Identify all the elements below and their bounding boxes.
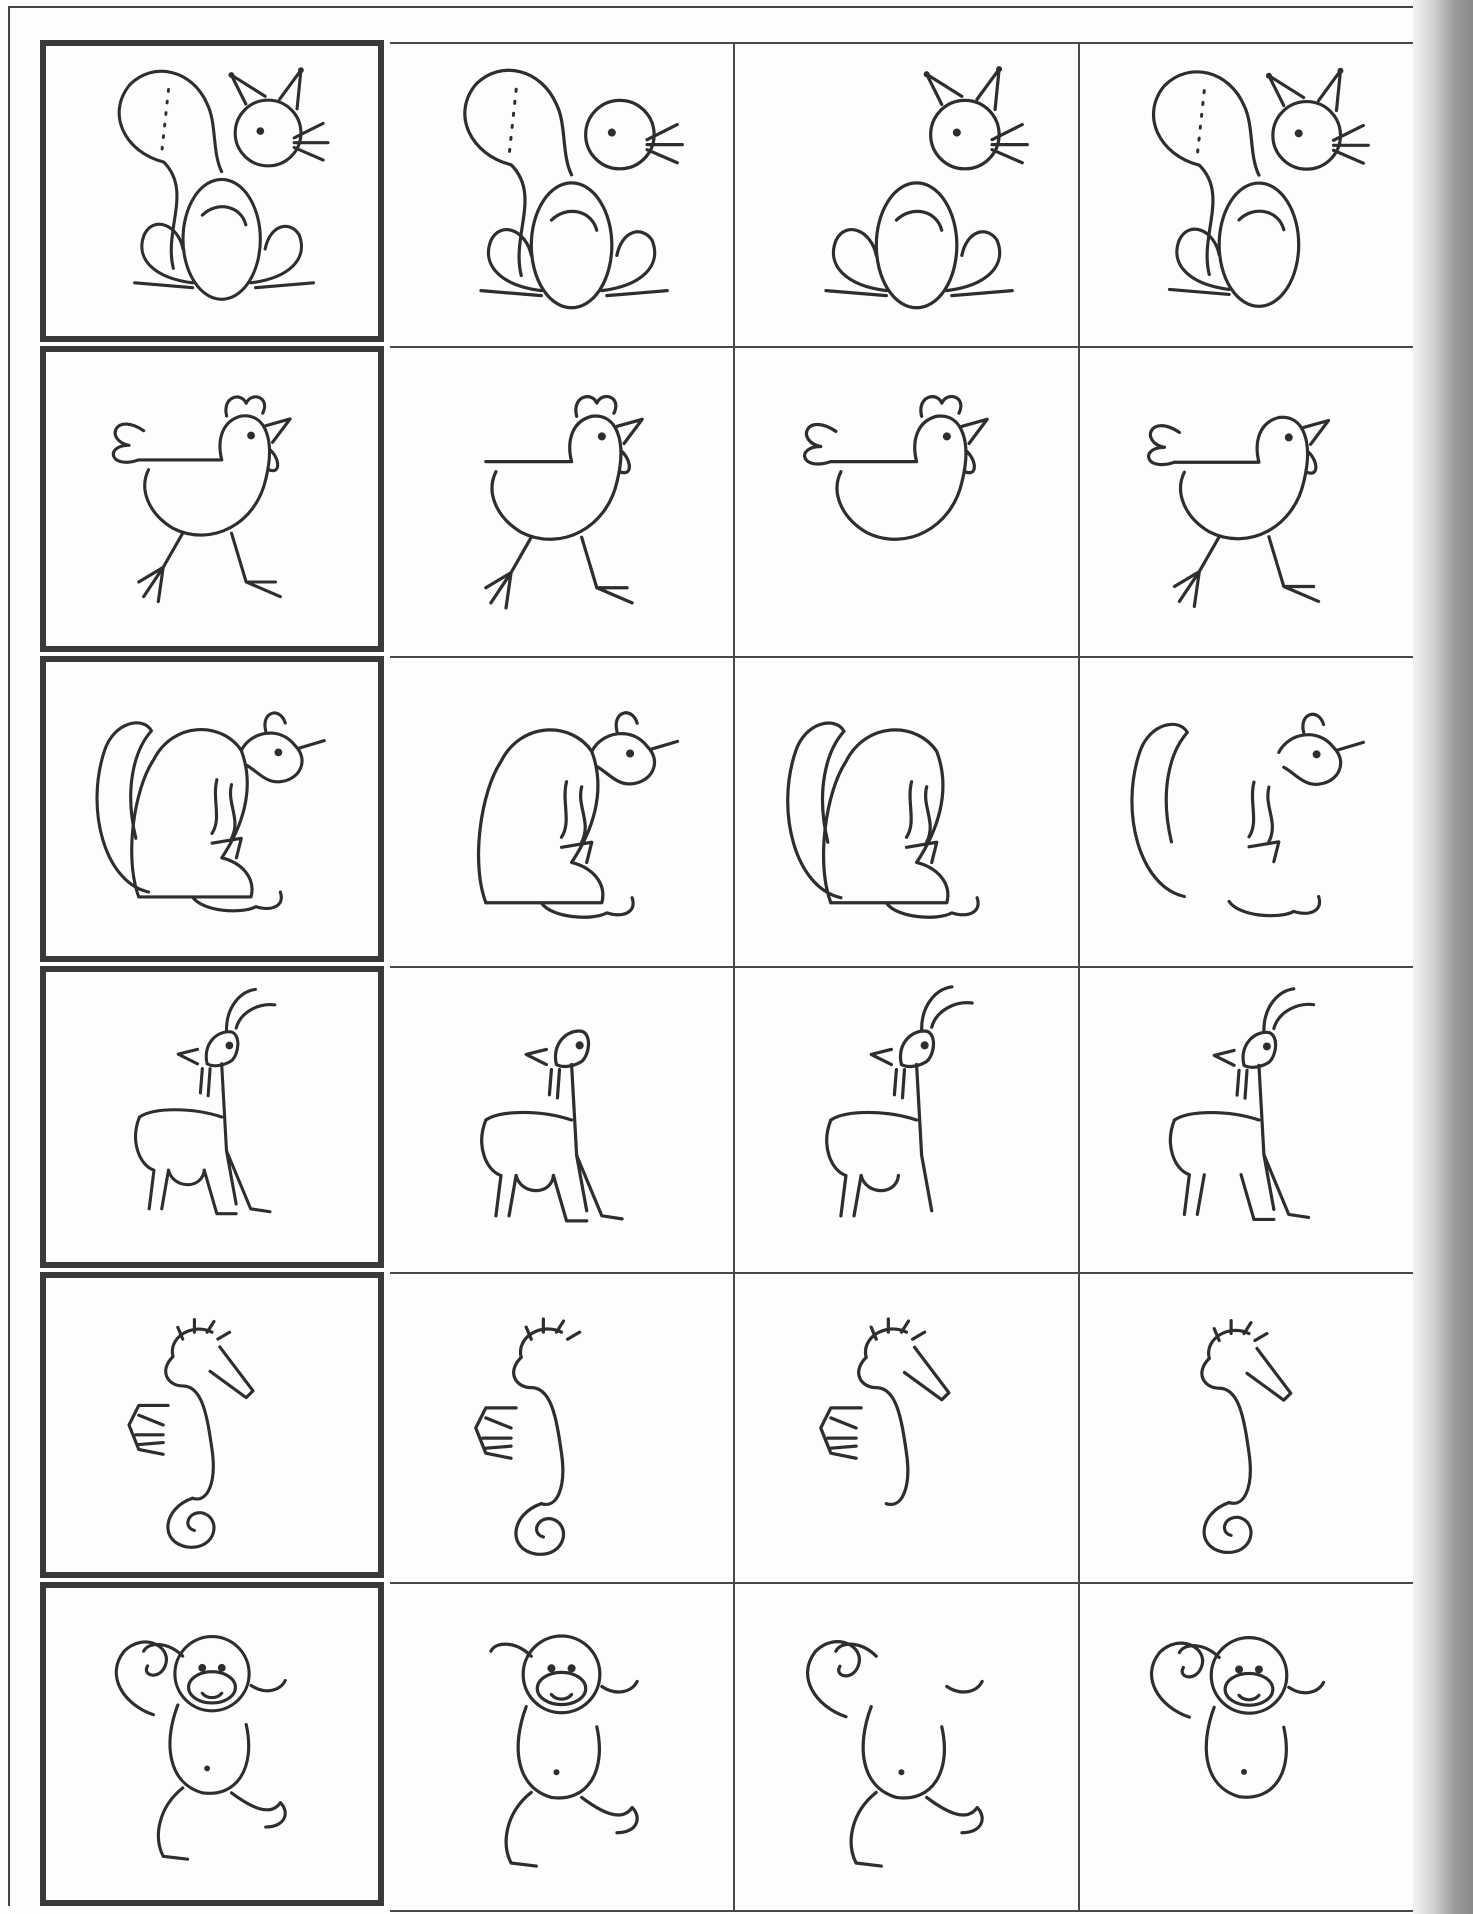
page-left-rule [8, 6, 10, 1906]
reference-cell-squirrel-1 [40, 40, 384, 342]
rooster-icon [390, 348, 733, 656]
seahorse-icon [1080, 1274, 1418, 1582]
option-cell-monkey-3[interactable] [735, 1584, 1080, 1912]
option-cell-squirrel-2[interactable] [390, 42, 735, 348]
option-cell-monkey-4[interactable] [1080, 1584, 1420, 1912]
option-cell-rooster-2[interactable] [390, 348, 735, 658]
squirrel-icon [1080, 44, 1418, 346]
option-cell-seahorse-4[interactable] [1080, 1274, 1420, 1584]
option-cell-kangaroo-3[interactable] [735, 658, 1080, 968]
reference-cell-monkey-1 [40, 1582, 384, 1906]
goat-icon [390, 968, 733, 1272]
kangaroo-icon [735, 658, 1078, 966]
squirrel-icon [735, 44, 1078, 346]
rooster-icon [46, 352, 378, 646]
squirrel-icon [46, 46, 378, 336]
option-cell-goat-2[interactable] [390, 968, 735, 1274]
option-cell-rooster-3[interactable] [735, 348, 1080, 658]
option-cell-squirrel-4[interactable] [1080, 42, 1420, 348]
goat-icon [735, 968, 1078, 1272]
kangaroo-icon [390, 658, 733, 966]
reference-cell-goat-1 [40, 966, 384, 1268]
seahorse-icon [735, 1274, 1078, 1582]
rooster-icon [735, 348, 1078, 656]
seahorse-icon [46, 1278, 378, 1572]
kangaroo-icon [46, 662, 378, 956]
option-cell-kangaroo-2[interactable] [390, 658, 735, 968]
monkey-icon [390, 1584, 733, 1910]
monkey-icon [1080, 1584, 1418, 1910]
kangaroo-icon [1080, 658, 1418, 966]
option-cell-goat-3[interactable] [735, 968, 1080, 1274]
option-cell-kangaroo-4[interactable] [1080, 658, 1420, 968]
option-cell-seahorse-3[interactable] [735, 1274, 1080, 1584]
option-cell-seahorse-2[interactable] [390, 1274, 735, 1584]
seahorse-icon [390, 1274, 733, 1582]
monkey-icon [735, 1584, 1078, 1910]
picture-grid [42, 42, 1420, 1912]
reference-cell-kangaroo-1 [40, 656, 384, 962]
option-cell-monkey-2[interactable] [390, 1584, 735, 1912]
goat-icon [1080, 968, 1418, 1272]
goat-icon [46, 972, 378, 1262]
reference-cell-seahorse-1 [40, 1272, 384, 1578]
book-spine-shadow [1413, 0, 1473, 1914]
option-cell-rooster-4[interactable] [1080, 348, 1420, 658]
page-top-rule [8, 6, 1413, 8]
option-cell-goat-4[interactable] [1080, 968, 1420, 1274]
reference-cell-rooster-1 [40, 346, 384, 652]
option-cell-squirrel-3[interactable] [735, 42, 1080, 348]
monkey-icon [46, 1588, 378, 1900]
squirrel-icon [390, 44, 733, 346]
rooster-icon [1080, 348, 1418, 656]
